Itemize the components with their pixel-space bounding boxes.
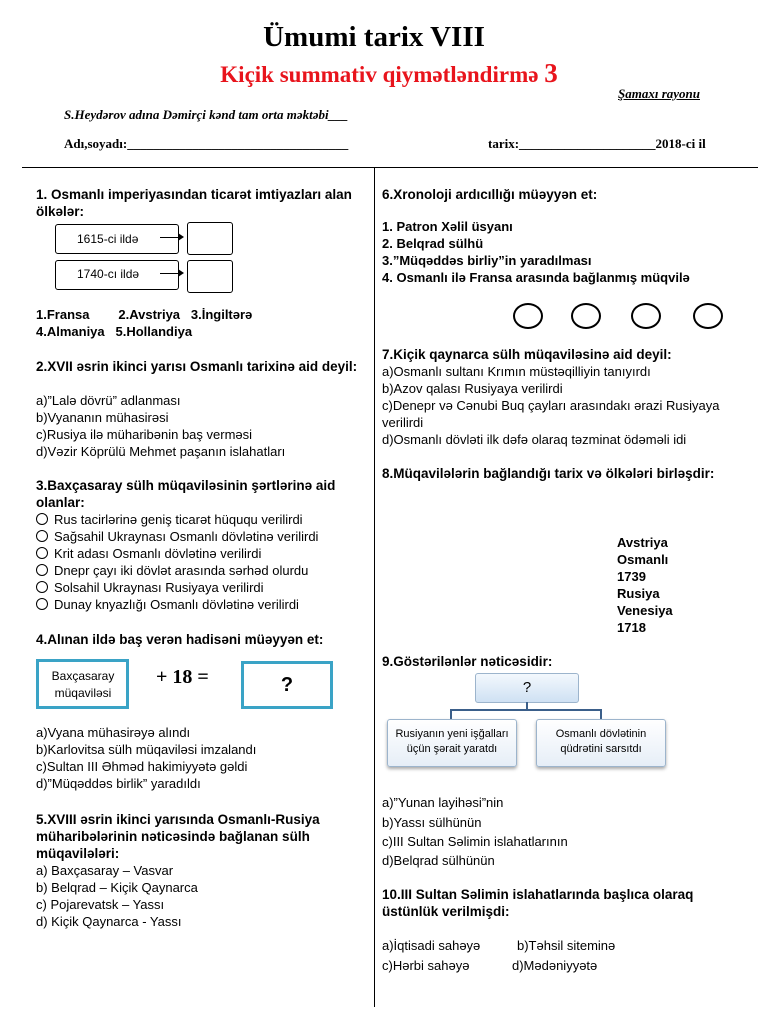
q10-option-a[interactable]: a)İqtisadi sahəyə bbox=[382, 938, 481, 953]
q3-option-2[interactable] bbox=[36, 528, 318, 545]
q3-option-6[interactable] bbox=[36, 596, 299, 613]
q7-option-d[interactable]: d)Osmanlı dövləti ilk dəfə olaraq təzminat ödəməli idi bbox=[382, 432, 687, 447]
q2-title: 2.XVII əsrin ikinci yarısı Osmanlı tarixinə aid deyil: bbox=[36, 359, 358, 374]
q1-options-line-2: 4.Almaniya 5.Hollandiya bbox=[36, 324, 193, 339]
q6-item-2: 2. Belqrad sülhü bbox=[382, 236, 484, 251]
q1-year-box-1 bbox=[55, 224, 179, 254]
q9-top-box[interactable] bbox=[475, 673, 579, 703]
q1-arrow-2 bbox=[160, 273, 180, 274]
q1-year-1615: 1615-ci ildə bbox=[77, 232, 139, 246]
name-label: Adı,soyadı: bbox=[64, 136, 128, 151]
page-title: Ümumi tarix VIII bbox=[263, 21, 485, 53]
q4-treaty-box bbox=[36, 659, 129, 709]
q4-option-a[interactable]: a)Vyana mühasirəyə alındı bbox=[36, 725, 191, 740]
year-label: 2018-ci il bbox=[655, 136, 706, 151]
q8-item-5: Venesiya bbox=[617, 603, 673, 618]
q9-left-box bbox=[387, 719, 517, 767]
q9-option-b[interactable]: b)Yassı sülhünün bbox=[382, 815, 482, 830]
q3-option-4[interactable] bbox=[36, 562, 308, 579]
q5-option-d[interactable]: d) Kiçik Qaynarca - Yassı bbox=[36, 914, 182, 929]
q8-item-2: Osmanlı bbox=[617, 552, 669, 567]
date-field[interactable]: tarix:_____________________2018-ci il bbox=[488, 136, 706, 151]
q1-arrow-2-head bbox=[178, 269, 184, 277]
q5-title: 5.XVIII əsrin ikinci yarısında Osmanlı-Rusiya müharibələrinin nəticəsində bağlanan sülh müqavilələri: bbox=[36, 812, 320, 861]
name-field[interactable]: Adı,soyadı:__________________________________ bbox=[64, 136, 349, 151]
q7-option-c[interactable]: c)Denepr və Cənubi Buq çayları arasındakı ərazi Rusiyaya verilirdi bbox=[382, 398, 720, 430]
q10-option-c[interactable]: c)Hərbi sahəyə bbox=[382, 958, 470, 973]
school-name-text: S.Heydərov adına Dəmirçi kənd tam orta məktəbi bbox=[64, 107, 329, 122]
radio-icon[interactable] bbox=[36, 513, 48, 525]
q9-title: 9.Göstərilənlər nəticəsidir: bbox=[382, 654, 553, 669]
q3-option-3[interactable] bbox=[36, 545, 261, 562]
q6-item-1: 1. Patron Xəlil üsyanı bbox=[382, 219, 513, 234]
q9-right-box bbox=[536, 719, 666, 767]
header-divider bbox=[22, 167, 758, 168]
q3-option-1-text: Rus tacirlərinə geniş ticarət hüququ verilirdi bbox=[54, 512, 303, 527]
q4-answer-box[interactable] bbox=[241, 661, 333, 709]
q2-option-a[interactable]: a)”Lalə dövrü” adlanması bbox=[36, 393, 181, 408]
q8-title: 8.Müqavilələrin bağlandığı tarix və ölkələri birləşdir: bbox=[382, 466, 715, 481]
q1-options-line-1: 1.Fransa 2.Avstriya 3.İngiltərə bbox=[36, 307, 253, 322]
school-name: S.Heydərov adına Dəmirçi kənd tam orta məktəbi___ bbox=[64, 107, 349, 122]
q4-treaty-text: Baxçasaray müqaviləsi bbox=[51, 669, 115, 700]
radio-icon[interactable] bbox=[36, 581, 48, 593]
q9-connector-horizontal bbox=[450, 709, 602, 711]
q8-item-6: 1718 bbox=[617, 620, 646, 635]
q9-connector-right bbox=[600, 709, 602, 719]
q3-option-3-text: Krit adası Osmanlı dövlətinə verilirdi bbox=[54, 546, 262, 561]
q3-option-2-text: Sağsahil Ukraynası Osmanlı dövlətinə verilirdi bbox=[54, 529, 319, 544]
q9-option-d[interactable]: d)Belqrad sülhünün bbox=[382, 853, 495, 868]
q3-option-4-text: Dnepr çayı iki dövlət arasında sərhəd olurdu bbox=[54, 563, 309, 578]
q7-option-b[interactable]: b)Azov qalası Rusiyaya verilirdi bbox=[382, 381, 563, 396]
q1-title: 1. Osmanlı imperiyasından ticarət imtiyazları alan ölkələr: bbox=[36, 187, 352, 219]
q8-item-4: Rusiya bbox=[617, 586, 660, 601]
q9-question-mark: ? bbox=[522, 679, 532, 696]
q10-option-d[interactable]: d)Mədəniyyətə bbox=[512, 958, 598, 973]
q4-question-mark: ? bbox=[280, 674, 294, 696]
q8-item-3: 1739 bbox=[617, 569, 646, 584]
q6-order-slot-3[interactable] bbox=[631, 303, 661, 329]
q6-order-slot-4[interactable] bbox=[693, 303, 723, 329]
column-divider bbox=[374, 167, 375, 1007]
subtitle-number: 3 bbox=[544, 58, 558, 88]
q6-item-3: 3.”Müqəddəs birliy”in yaradılması bbox=[382, 253, 592, 268]
q4-title: 4.Alınan ildə baş verən hadisəni müəyyən et: bbox=[36, 632, 324, 647]
q6-item-4: 4. Osmanlı ilə Fransa arasında bağlanmış müqvilə bbox=[382, 270, 690, 285]
radio-icon[interactable] bbox=[36, 547, 48, 559]
q9-option-a[interactable]: a)”Yunan layihəsi”nin bbox=[382, 795, 504, 810]
q3-option-5-text: Solsahil Ukraynası Rusiyaya verilirdi bbox=[54, 580, 264, 595]
q7-title: 7.Kiçik qaynarca sülh müqaviləsinə aid deyil: bbox=[382, 347, 672, 362]
q5-option-b[interactable]: b) Belqrad – Kiçik Qaynarca bbox=[36, 880, 198, 895]
q7-option-a[interactable]: a)Osmanlı sultanı Krımın müstəqilliyin tanıyırdı bbox=[382, 364, 651, 379]
subtitle-text: Kiçik summativ qiymətləndirmə bbox=[220, 62, 539, 87]
q9-connector-left bbox=[450, 709, 452, 719]
q4-option-d[interactable]: d)”Müqəddəs birlik” yaradıldı bbox=[36, 776, 201, 791]
q1-arrow-1 bbox=[160, 237, 180, 238]
q1-answer-box-2[interactable] bbox=[187, 260, 233, 293]
q2-option-b[interactable]: b)Vyananın mühasirəsi bbox=[36, 410, 169, 425]
radio-icon[interactable] bbox=[36, 530, 48, 542]
radio-icon[interactable] bbox=[36, 564, 48, 576]
q3-option-5[interactable] bbox=[36, 579, 264, 596]
q2-option-c[interactable]: c)Rusiya ilə müharibənin baş verməsi bbox=[36, 427, 253, 442]
q10-option-b[interactable]: b)Təhsil siteminə bbox=[517, 938, 616, 953]
q3-option-1[interactable] bbox=[36, 511, 303, 528]
q3-title: 3.Baxçasaray sülh müqaviləsinin şərtlərinə aid olanlar: bbox=[36, 478, 336, 510]
q9-right-text: Osmanlı dövlətinin qüdrətini sarsıtdı bbox=[555, 728, 647, 755]
q10-title: 10.III Sultan Səlimin islahatlarında başlıca olaraq üstünlük verilmişdi: bbox=[382, 887, 694, 919]
q9-option-c[interactable]: c)III Sultan Səlimin islahatlarının bbox=[382, 834, 568, 849]
q9-left-text: Rusiyanın yeni işğalları üçün şərait yaratdı bbox=[395, 728, 509, 755]
q4-option-c[interactable]: c)Sultan III Əhməd hakimiyyətə gəldi bbox=[36, 759, 248, 774]
q1-year-box-2 bbox=[55, 260, 179, 290]
q1-answer-box-1[interactable] bbox=[187, 222, 233, 255]
radio-icon[interactable] bbox=[36, 598, 48, 610]
q6-order-slot-1[interactable] bbox=[513, 303, 543, 329]
q1-arrow-1-head bbox=[178, 233, 184, 241]
q1-year-1740: 1740-cı ildə bbox=[77, 267, 140, 281]
q6-title: 6.Xronoloji ardıcıllığı müəyyən et: bbox=[382, 187, 598, 202]
q4-plus-18: + 18 = bbox=[156, 666, 209, 688]
date-label: tarix: bbox=[488, 136, 520, 151]
q4-option-b[interactable]: b)Karlovitsa sülh müqaviləsi imzalandı bbox=[36, 742, 257, 757]
region-label: Şamaxı rayonu bbox=[618, 86, 700, 101]
q5-option-a[interactable]: a) Baxçasaray – Vasvar bbox=[36, 863, 174, 878]
q5-option-c[interactable]: c) Pojarevatsk – Yassı bbox=[36, 897, 165, 912]
q6-order-slot-2[interactable] bbox=[571, 303, 601, 329]
q8-item-1: Avstriya bbox=[617, 535, 668, 550]
q3-option-6-text: Dunay knyazlığı Osmanlı dövlətinə verilirdi bbox=[54, 597, 299, 612]
q2-option-d[interactable]: d)Vəzir Köprülü Mehmet paşanın islahatları bbox=[36, 444, 286, 459]
